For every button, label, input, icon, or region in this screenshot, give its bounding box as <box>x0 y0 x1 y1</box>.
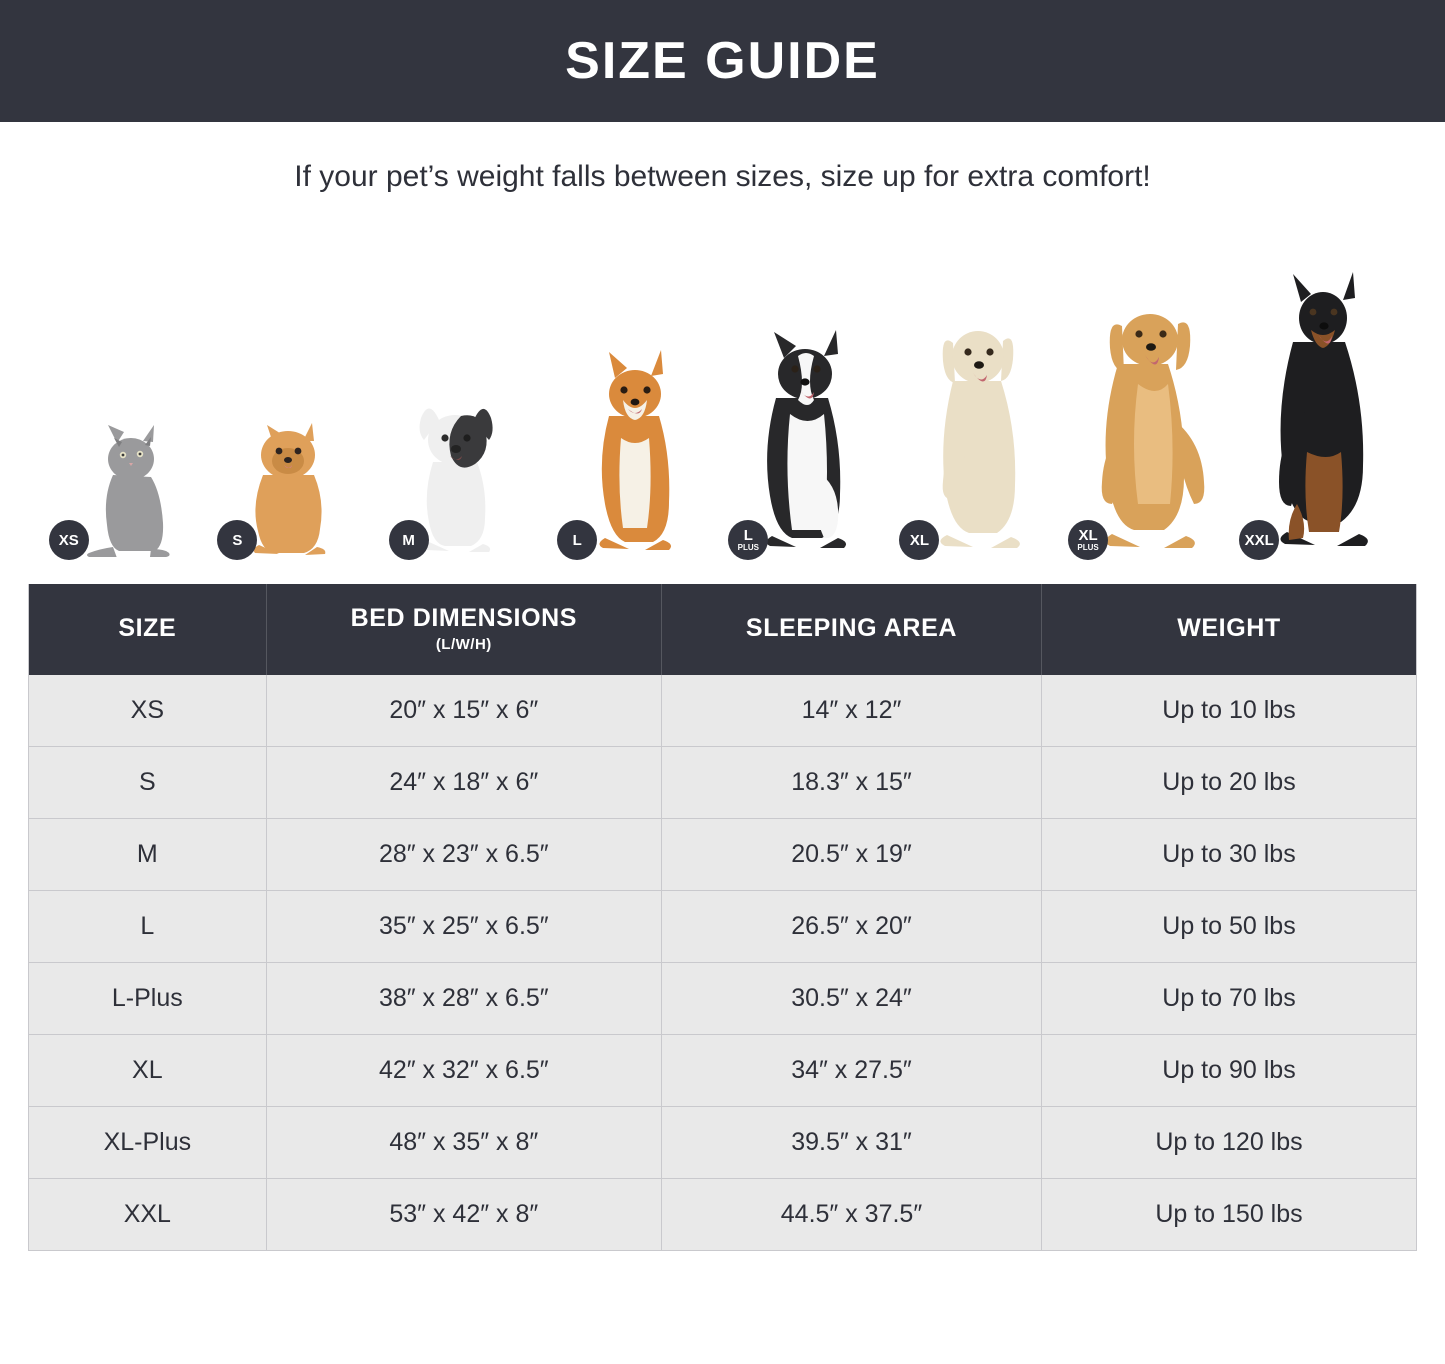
size-badge-l <box>557 520 597 560</box>
cell-weight: Up to 120 lbs <box>1041 1107 1416 1179</box>
cell-bed-dimensions: 53″ x 42″ x 8″ <box>266 1179 661 1251</box>
size-badge-xl-label: XL <box>909 531 930 549</box>
cell-size: M <box>29 819 266 891</box>
table-body <box>29 675 1416 1250</box>
cat-icon <box>55 407 175 562</box>
cell-sleeping-area: 44.5″ x 37.5″ <box>661 1179 1041 1251</box>
pet-size-illustrations <box>28 232 1417 562</box>
column-header-bed-dimensions-label: BED DIMENSIONS <box>350 604 578 632</box>
subtitle-text: If your pet’s weight falls between sizes, size up for extra comfort! <box>294 160 1151 193</box>
size-badge-xs <box>49 520 89 560</box>
header-bar <box>0 0 1445 122</box>
cell-weight: Up to 10 lbs <box>1041 675 1416 747</box>
pet-illustration-s <box>202 397 376 562</box>
page-title: SIZE GUIDE <box>565 32 880 90</box>
table-row <box>29 1035 1416 1107</box>
cell-sleeping-area: 14″ x 12″ <box>661 675 1041 747</box>
pomeranian-icon <box>223 397 353 562</box>
table-row <box>29 675 1416 747</box>
shiba-inu-icon <box>563 342 708 562</box>
pet-illustration-l-plus <box>723 322 897 562</box>
cell-weight: Up to 150 lbs <box>1041 1179 1416 1251</box>
doberman-icon <box>1245 272 1415 562</box>
cell-size: S <box>29 747 266 819</box>
pet-illustration-xxl <box>1243 272 1417 562</box>
size-badge-xxl <box>1239 520 1279 560</box>
column-header-sleeping-area-label: SLEEPING AREA <box>745 614 957 642</box>
cell-bed-dimensions: 28″ x 23″ x 6.5″ <box>266 819 661 891</box>
table-row <box>29 891 1416 963</box>
labrador-icon <box>905 307 1060 562</box>
cell-bed-dimensions: 24″ x 18″ x 6″ <box>266 747 661 819</box>
size-badge-xl-plus-label: XL <box>1078 527 1098 544</box>
cell-bed-dimensions: 38″ x 28″ x 6.5″ <box>266 963 661 1035</box>
table-row <box>29 1107 1416 1179</box>
cell-size: XL <box>29 1035 266 1107</box>
cell-sleeping-area: 20.5″ x 19″ <box>661 819 1041 891</box>
size-badge-m <box>389 520 429 560</box>
table-row <box>29 747 1416 819</box>
table-row <box>29 963 1416 1035</box>
size-chart-table <box>29 584 1416 1250</box>
size-badge-l-label: L <box>572 531 582 549</box>
table-header-row <box>29 584 1416 675</box>
size-badge-xxl-label: XXL <box>1244 531 1274 549</box>
column-header-bed-dimensions <box>266 584 661 675</box>
cell-bed-dimensions: 20″ x 15″ x 6″ <box>266 675 661 747</box>
pet-illustration-xs <box>28 407 202 562</box>
table-row <box>29 1179 1416 1251</box>
table-header <box>29 584 1416 675</box>
size-badge-l-plus-sub: PLUS <box>737 543 759 552</box>
size-badge-xs-label: XS <box>58 531 79 549</box>
column-header-size <box>29 584 266 675</box>
cell-bed-dimensions: 48″ x 35″ x 8″ <box>266 1107 661 1179</box>
size-badge-xl-plus-sub: PLUS <box>1077 543 1099 552</box>
border-collie-icon <box>734 322 884 562</box>
size-badge-l-plus-label: L <box>743 527 753 544</box>
pet-illustration-l <box>549 342 723 562</box>
cell-sleeping-area: 18.3″ x 15″ <box>661 747 1041 819</box>
cell-sleeping-area: 34″ x 27.5″ <box>661 1035 1041 1107</box>
size-chart-table-wrapper <box>28 584 1417 1251</box>
size-badge-s-label: S <box>232 531 243 549</box>
cell-weight: Up to 90 lbs <box>1041 1035 1416 1107</box>
cell-weight: Up to 30 lbs <box>1041 819 1416 891</box>
cell-sleeping-area: 30.5″ x 24″ <box>661 963 1041 1035</box>
pet-illustration-m <box>375 382 549 562</box>
cell-size: XXL <box>29 1179 266 1251</box>
column-header-weight-label: WEIGHT <box>1177 614 1281 642</box>
column-header-size-label: SIZE <box>118 614 177 642</box>
column-header-weight <box>1041 584 1416 675</box>
pet-illustration-xl <box>896 307 1070 562</box>
cell-size: XS <box>29 675 266 747</box>
cell-sleeping-area: 39.5″ x 31″ <box>661 1107 1041 1179</box>
cell-bed-dimensions: 35″ x 25″ x 6.5″ <box>266 891 661 963</box>
french-bulldog-icon <box>395 382 530 562</box>
cell-bed-dimensions: 42″ x 32″ x 6.5″ <box>266 1035 661 1107</box>
column-header-bed-dimensions-sub: (L/W/H) <box>435 636 492 653</box>
cell-size: XL-Plus <box>29 1107 266 1179</box>
size-badge-xl-plus <box>1068 520 1108 560</box>
size-badge-m-label: M <box>402 531 415 549</box>
table-row <box>29 819 1416 891</box>
cell-size: L-Plus <box>29 963 266 1035</box>
cell-weight: Up to 70 lbs <box>1041 963 1416 1035</box>
cell-weight: Up to 20 lbs <box>1041 747 1416 819</box>
golden-retriever-icon <box>1074 292 1239 562</box>
pet-illustration-xl-plus <box>1070 292 1244 562</box>
cell-weight: Up to 50 lbs <box>1041 891 1416 963</box>
cell-size: L <box>29 891 266 963</box>
column-header-sleeping-area <box>661 584 1041 675</box>
cell-sleeping-area: 26.5″ x 20″ <box>661 891 1041 963</box>
subtitle-section <box>0 122 1445 232</box>
